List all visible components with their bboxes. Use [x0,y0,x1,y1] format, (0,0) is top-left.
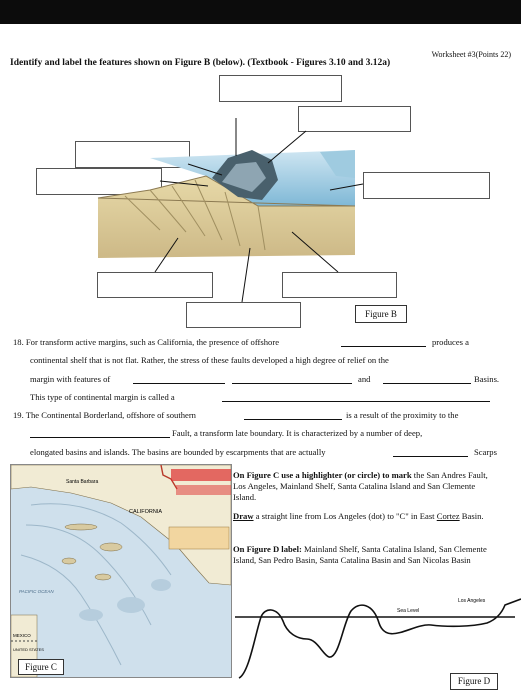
q19-blank-scarps[interactable] [393,456,468,457]
map-label-us: UNITED STATES [13,647,44,652]
q18-blank-feature-1[interactable] [133,383,225,384]
figure-b-label: Figure B [355,305,407,323]
figure-c-label: Figure C [18,659,64,675]
worksheet-header: Worksheet #3(Points 22) [431,50,511,59]
instruction-3-rest: Mainland Shelf, Santa Catalina Island, San Clemente Island, San Pedro Basin, Santa Catalina Basin and San Nicolas Basin [233,544,487,565]
map-label-mexico: MEXICO [13,633,31,638]
figure-c-map [10,464,232,678]
q18-line3a: margin with features of [30,374,111,384]
q18-line1a: 18. For transform active margins, such as California, the presence of offshore [13,337,280,347]
instruction-3-lead: On Figure D label: [233,544,302,554]
instruction-2-end: Basin. [461,511,484,521]
instruction-1-rest: the San Andres Fault, Los Angeles, Mainland Shelf, Santa Catalina Island and San Clemente Island. [233,470,488,502]
map-label-california: CALIFORNIA [129,509,163,515]
island-4 [62,558,76,564]
q18-line2: continental shelf that is not flat. Rather, the stress of these faults developed a high degree of relief on the [30,355,389,365]
figure-d-label: Figure D [450,673,498,690]
page-title: Identify and label the features shown on Figure B (below). (Textbook - Figures 3.10 and 3.12a) [10,58,391,68]
map-label-pacific: PACIFIC OCEAN [19,589,54,594]
q18-line1b: produces a [432,337,469,347]
q18-line3b: and [358,374,371,384]
q18-line4: This type of continental margin is called a [30,392,175,402]
q19-line1a: 19. The Continental Borderland, offshore of southern [13,410,196,420]
q18-blank-basins[interactable] [383,383,471,384]
instruction-1-lead: On Figure C use a highlighter (or circle) to mark [233,470,412,480]
q19-blank-fault[interactable] [30,437,170,438]
instruction-2-rest: a straight line from Los Angeles (dot) to "C" in East [255,511,435,521]
instruction-2-lead: Draw [233,511,254,521]
q18-blank-feature-2[interactable] [232,383,352,384]
instruction-2-cont: Cortez [436,511,460,521]
q19-line3a: elongated basins and islands. The basins are bounded by escarpments that are actually [30,447,326,457]
q18-blank-margin-type[interactable] [222,401,490,402]
instruction-3 [233,544,495,566]
island-1 [65,524,97,530]
q19-line3b: Scarps [474,447,497,457]
figure-b-diagram [0,0,521,340]
q19-line2: Fault, a transform late boundary. It is characterized by a number of deep, [172,428,423,438]
instruction-1 [233,470,495,503]
island-3 [95,574,111,580]
sea-level-label: Sea Level [397,608,420,614]
q18-line3c: Basins. [474,374,500,384]
instruction-2 [233,511,495,522]
q19-blank-southern[interactable] [244,419,342,420]
map-label-santa-barbara: Santa Barbara [66,479,99,485]
q19-line1b: is a result of the proximity to the [346,410,459,420]
los-angeles-label: Los Angeles [458,598,486,604]
seafloor-profile-line [239,599,521,678]
island-2 [100,543,122,551]
q18-blank-offshore[interactable] [341,346,426,347]
figure-c-map-drawing [11,465,231,677]
